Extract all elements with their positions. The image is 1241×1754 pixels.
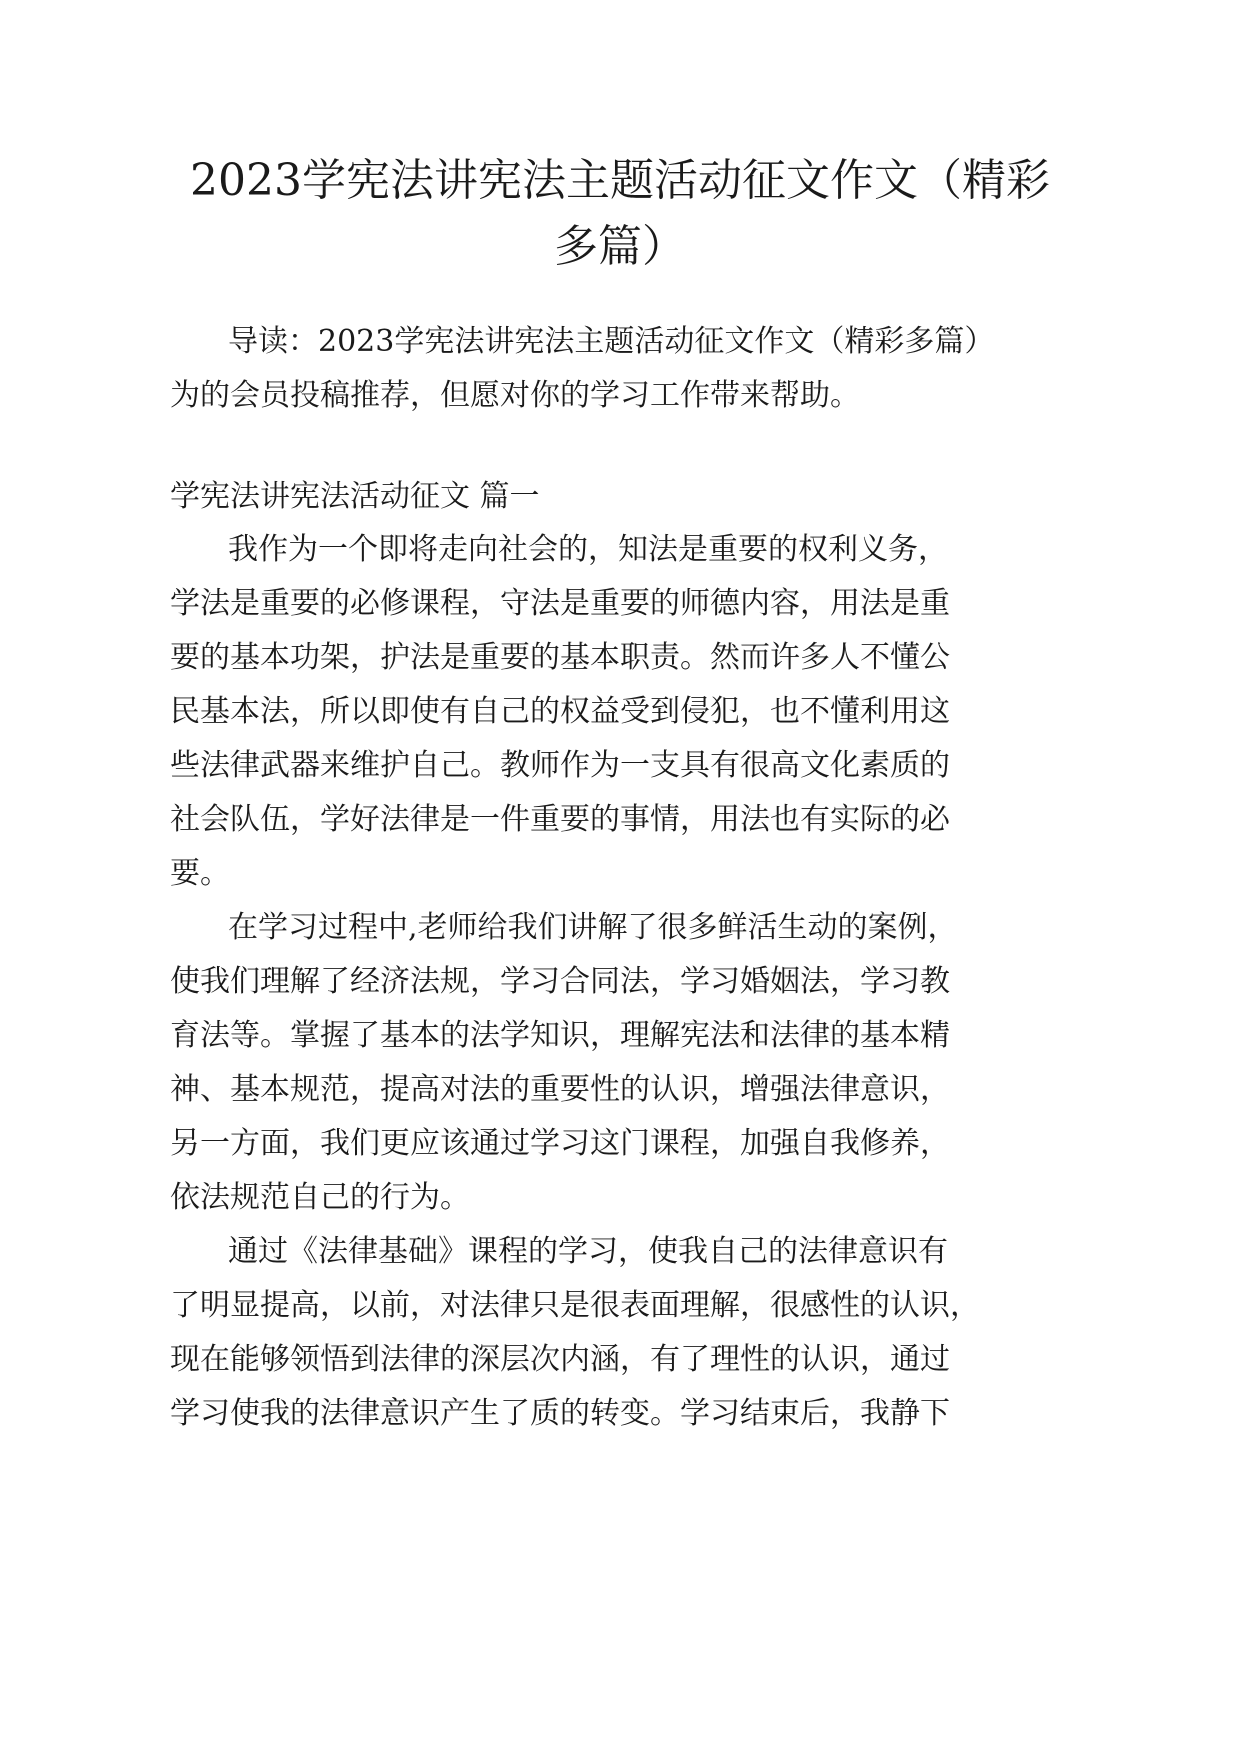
document-title-line-2: 多篇） [554,221,686,272]
paragraph2-line: 在学习过程中,老师给我们讲解了很多鲜活生动的案例， [228,910,958,945]
paragraph1-line: 我作为一个即将走向社会的，知法是重要的权利义务， [228,532,948,567]
paragraph1-line: 些法律武器来维护自己。教师作为一支具有很高文化素质的 [170,748,950,783]
intro-line-1: 导读：2023学宪法讲宪法主题活动征文作文（精彩多篇） [228,324,995,359]
paragraph2-line: 神、基本规范，提高对法的重要性的认识，增强法律意识， [170,1072,950,1107]
paragraph3-line: 了明显提高，以前，对法律只是很表面理解，很感性的认识， [170,1288,980,1323]
paragraph2-line: 依法规范自己的行为。 [170,1180,470,1215]
document-title-line-1: 2023学宪法讲宪法主题活动征文作文（精彩 [190,155,1050,206]
paragraph3-line: 通过《法律基础》课程的学习，使我自己的法律意识有 [228,1234,948,1269]
paragraph1-line: 学法是重要的必修课程，守法是重要的师德内容，用法是重 [170,586,950,621]
paragraph3-line: 现在能够领悟到法律的深层次内涵，有了理性的认识，通过 [170,1342,950,1377]
paragraph2-line: 育法等。掌握了基本的法学知识，理解宪法和法律的基本精 [170,1018,950,1053]
paragraph2-line: 另一方面，我们更应该通过学习这门课程，加强自我修养， [170,1126,950,1161]
section-heading: 学宪法讲宪法活动征文 篇一 [170,479,540,514]
paragraph2-line: 使我们理解了经济法规，学习合同法，学习婚姻法，学习教 [170,964,950,999]
paragraph3-line: 学习使我的法律意识产生了质的转变。学习结束后，我静下 [170,1396,950,1431]
paragraph1-line: 要的基本功架，护法是重要的基本职责。然而许多人不懂公 [170,640,950,675]
intro-line-2: 为的会员投稿推荐，但愿对你的学习工作带来帮助。 [170,378,860,413]
paragraph1-line: 社会队伍，学好法律是一件重要的事情，用法也有实际的必 [170,802,950,837]
paragraph1-line: 要。 [170,856,230,891]
paragraph1-line: 民基本法，所以即使有自己的权益受到侵犯，也不懂利用这 [170,694,950,729]
